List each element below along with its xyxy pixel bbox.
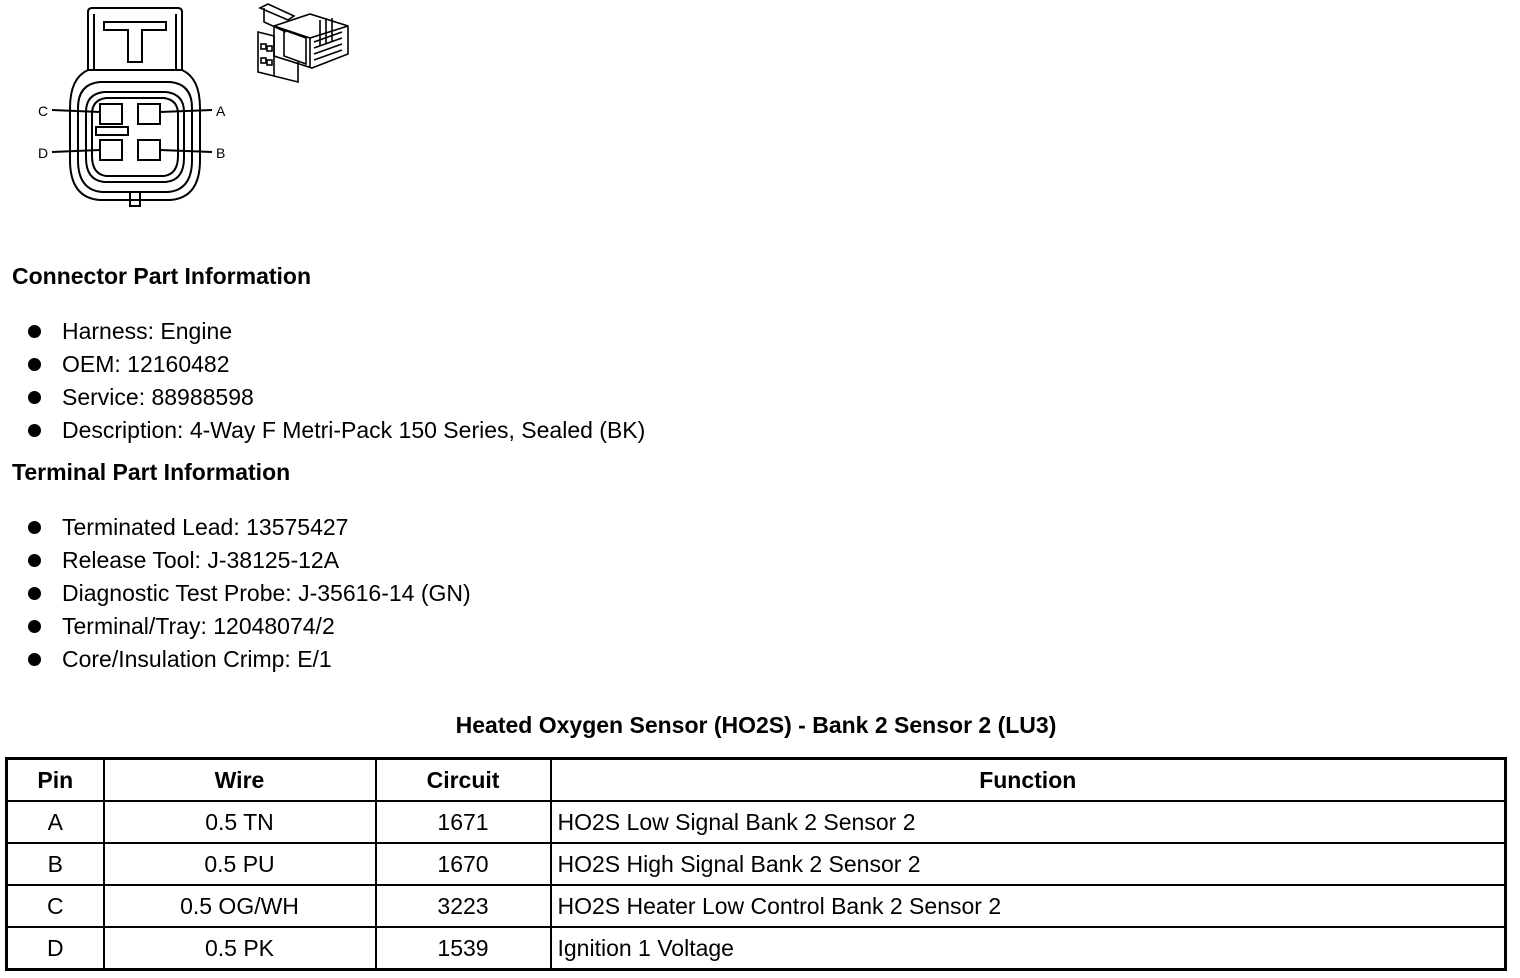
table-row (7, 885, 1506, 927)
cell-function: HO2S High Signal Bank 2 Sensor 2 (551, 843, 1506, 885)
bullet-icon (28, 587, 41, 600)
cell-pin: D (7, 927, 104, 970)
connector-face-drawing (30, 0, 230, 212)
bullet-icon (28, 653, 41, 666)
list-item: Core/Insulation Crimp: E/1 (28, 643, 471, 676)
pinout-table (5, 757, 1507, 971)
cell-circuit: 3223 (376, 885, 551, 927)
column-header-wire: Wire (104, 759, 376, 802)
bullet-icon (28, 325, 41, 338)
bullet-icon (28, 358, 41, 371)
table-row (7, 927, 1506, 970)
connector-part-info-list (28, 315, 645, 447)
table-caption: Heated Oxygen Sensor (HO2S) - Bank 2 Sensor 2 (LU3) (455, 712, 1057, 738)
list-item: Description: 4-Way F Metri-Pack 150 Series, Sealed (BK) (28, 414, 645, 447)
cell-wire: 0.5 PK (104, 927, 376, 970)
list-item: Service: 88988598 (28, 381, 645, 414)
list-item: Release Tool: J-38125-12A (28, 544, 471, 577)
list-item: Terminated Lead: 13575427 (28, 511, 471, 544)
pin-label-b: B (216, 145, 226, 161)
pin-label-a: A (216, 103, 226, 119)
bullet-icon (28, 521, 41, 534)
cell-pin: A (7, 801, 104, 843)
pin-label-d: D (38, 145, 49, 161)
cell-circuit: 1670 (376, 843, 551, 885)
list-item: Harness: Engine (28, 315, 645, 348)
cell-function: HO2S Low Signal Bank 2 Sensor 2 (551, 801, 1506, 843)
list-item: OEM: 12160482 (28, 348, 645, 381)
list-item: Diagnostic Test Probe: J-35616-14 (GN) (28, 577, 471, 610)
cell-circuit: 1671 (376, 801, 551, 843)
cell-wire: 0.5 TN (104, 801, 376, 843)
cell-wire: 0.5 PU (104, 843, 376, 885)
terminal-part-info-heading: Terminal Part Information (12, 459, 291, 485)
pin-label-c: C (38, 103, 49, 119)
table-header-row (7, 759, 1506, 802)
bullet-icon (28, 620, 41, 633)
connector-part-info-heading: Connector Part Information (12, 263, 312, 289)
column-header-pin: Pin (7, 759, 104, 802)
cell-pin: B (7, 843, 104, 885)
cell-pin: C (7, 885, 104, 927)
bullet-icon (28, 424, 41, 437)
cell-wire: 0.5 OG/WH (104, 885, 376, 927)
column-header-circuit: Circuit (376, 759, 551, 802)
cell-function: Ignition 1 Voltage (551, 927, 1506, 970)
terminal-part-info-list (28, 511, 471, 676)
cell-circuit: 1539 (376, 927, 551, 970)
connector-illustration (254, 2, 354, 84)
list-item: Terminal/Tray: 12048074/2 (28, 610, 471, 643)
bullet-icon (28, 554, 41, 567)
bullet-icon (28, 391, 41, 404)
table-row (7, 843, 1506, 885)
cell-function: HO2S Heater Low Control Bank 2 Sensor 2 (551, 885, 1506, 927)
column-header-function: Function (551, 759, 1506, 802)
table-row (7, 801, 1506, 843)
